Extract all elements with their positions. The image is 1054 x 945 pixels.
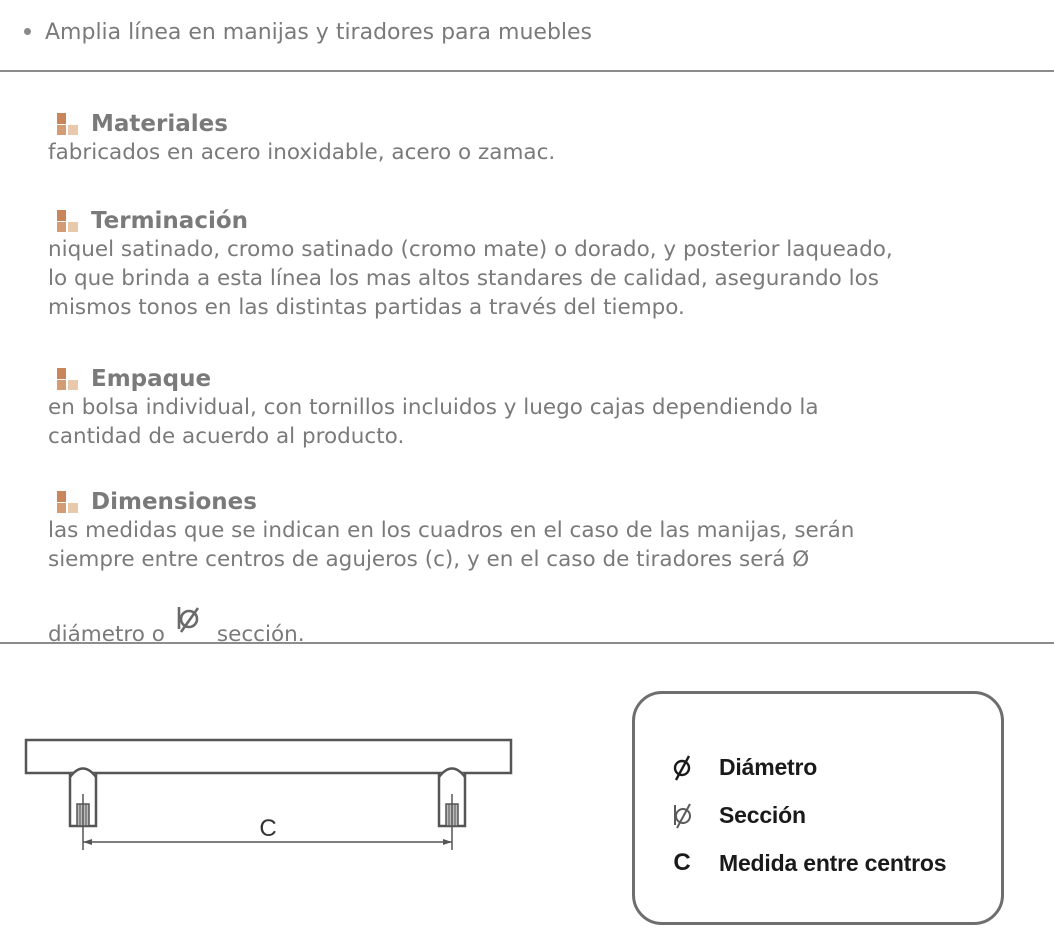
divider-top	[0, 70, 1054, 72]
legend-row-medida	[669, 848, 946, 878]
section-icon	[669, 800, 695, 830]
bullet-icon	[24, 28, 31, 35]
section-body: las medidas que se indican en los cuadros en el caso de las manijas, serán siempre entre centros de agujeros (c), y en el caso de tiradores será Ø	[48, 518, 855, 572]
section-terminacion	[48, 207, 1038, 322]
section-title	[48, 207, 1038, 235]
divider-bottom	[0, 642, 1054, 644]
intro-text: Amplia línea en manijas y tiradores para muebles	[45, 20, 593, 45]
handle-left-leg	[70, 769, 96, 851]
square-blocks-icon	[57, 491, 79, 513]
square-blocks-icon	[57, 113, 79, 135]
section-materiales	[48, 110, 1038, 167]
section-body-last-line	[48, 576, 1038, 649]
diameter-icon	[669, 752, 695, 782]
handle-diagram	[20, 730, 520, 860]
legend-label: Diámetro	[719, 753, 818, 780]
square-blocks-icon	[57, 210, 79, 232]
legend-label: Medida entre centros	[719, 849, 947, 876]
section-body: niquel satinado, cromo satinado (cromo mate) o dorado, y posterior laqueado, lo que brinda a esta línea los mas altos standares de calidad, asegurando los mismos tonos en las distintas partidas a través del tiempo.	[48, 237, 893, 320]
legend-c-symbol: C	[673, 849, 691, 876]
dimension-c-label: C	[259, 815, 277, 842]
section-body-text: sección.	[216, 622, 305, 647]
handle-right-leg	[439, 769, 465, 851]
handle-bar	[26, 740, 511, 773]
section-title	[48, 488, 1038, 516]
section-dimensiones	[48, 488, 1038, 649]
section-title	[48, 110, 1038, 138]
section-empaque	[48, 365, 1038, 451]
section-title-text: Empaque	[91, 366, 212, 392]
section-symbol-icon	[171, 605, 211, 645]
section-body-text: diámetro o	[48, 622, 165, 647]
legend-row-seccion	[669, 800, 806, 830]
section-title-text: Terminación	[91, 208, 249, 234]
section-title-text: Dimensiones	[91, 489, 257, 515]
legend-box	[632, 691, 1004, 925]
square-blocks-icon	[57, 368, 79, 390]
legend-label: Sección	[719, 801, 806, 828]
intro-bullet-item	[24, 18, 592, 48]
section-title	[48, 365, 1038, 393]
legend-row-diametro	[669, 752, 817, 782]
section-body: en bolsa individual, con tornillos incluidos y luego cajas dependiendo la cantidad de acuerdo al producto.	[48, 395, 819, 449]
section-title-text: Materiales	[91, 111, 228, 137]
section-body: fabricados en acero inoxidable, acero o zamac.	[48, 140, 556, 165]
